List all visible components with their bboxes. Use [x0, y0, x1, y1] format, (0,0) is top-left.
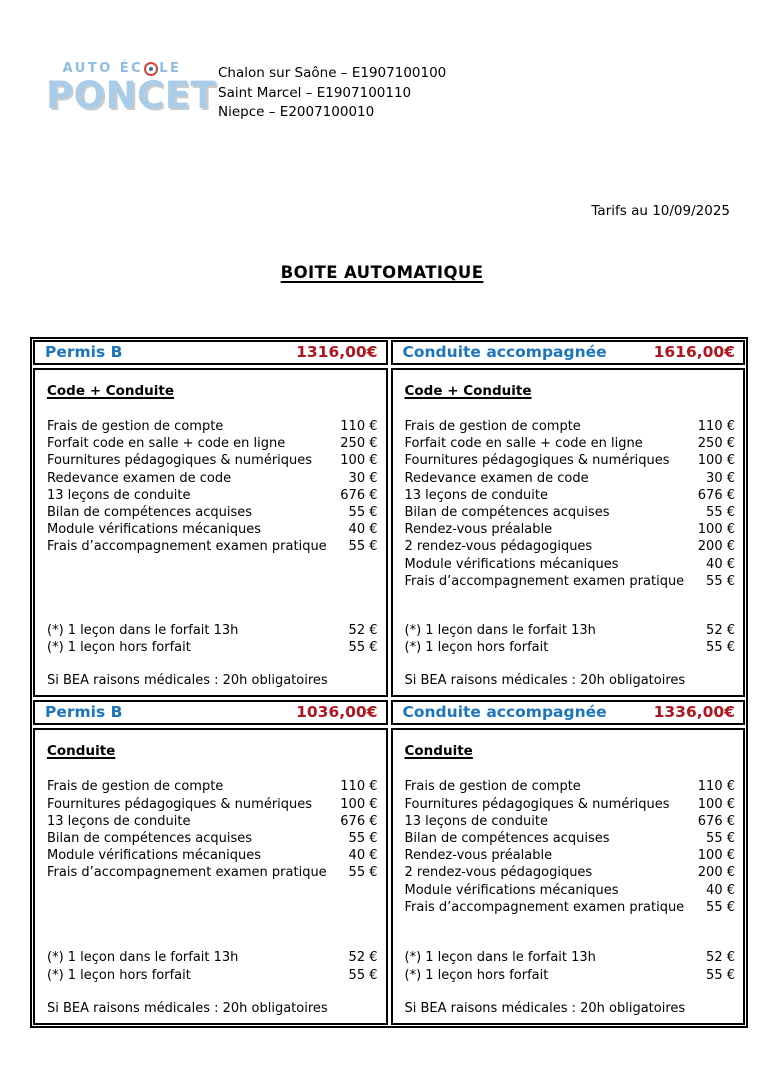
- footnote-line: [405, 949, 736, 966]
- price-line-label: Forfait code en salle + code en ligne: [404, 436, 643, 452]
- price-line-value: 110 €: [697, 779, 735, 795]
- price-line-label: 13 leçons de conduite: [47, 487, 191, 503]
- price-line: [47, 847, 378, 864]
- price-line: [47, 435, 378, 452]
- bea-note: Si BEA raisons médicales : 20h obligatoires: [47, 673, 328, 689]
- plan-header-permis-b-code-conduite: [33, 340, 388, 365]
- price-table: [30, 337, 748, 1028]
- footnote-list: [47, 949, 378, 983]
- plan-name: Conduite accompagnée: [402, 343, 607, 361]
- price-line-list: [47, 778, 378, 949]
- price-line: [405, 882, 736, 899]
- price-line-value: 55 €: [706, 505, 735, 521]
- footnote-value: 52 €: [706, 950, 735, 966]
- footnote-label: (*) 1 leçon hors forfait: [47, 640, 191, 656]
- price-line-value: 100 €: [340, 796, 378, 812]
- price-line: [405, 418, 736, 435]
- price-line-value: 30 €: [348, 470, 378, 486]
- agency-codes: [218, 64, 446, 123]
- plan-subtitle: Conduite: [404, 743, 473, 760]
- price-line-value: 676 €: [340, 813, 378, 829]
- plan-subtitle: Code + Conduite: [404, 383, 532, 399]
- footnote-line: [47, 949, 378, 966]
- plan-total-price: 1316,00€: [296, 343, 378, 361]
- price-line: [405, 778, 736, 795]
- plan-details-conduite-accompagnee-code-conduite: [391, 368, 746, 697]
- price-line-value: 100 €: [697, 848, 735, 864]
- footnote-line: [47, 639, 378, 656]
- price-line: [405, 470, 736, 487]
- price-line: [405, 538, 736, 555]
- price-line-label: Module vérifications mécaniques: [404, 882, 619, 898]
- price-line-value: 100 €: [697, 522, 735, 538]
- price-line: [47, 470, 378, 487]
- bea-note: Si BEA raisons médicales : 20h obligatoires: [47, 1000, 328, 1016]
- footnote-line: [405, 622, 736, 639]
- agency-line: Chalon sur Saône – E1907100100: [218, 65, 447, 81]
- price-line: [405, 864, 736, 881]
- footnote-line: [47, 622, 378, 639]
- price-line: [47, 796, 378, 813]
- price-line-label: Frais de gestion de compte: [404, 779, 581, 795]
- price-line-value: 676 €: [697, 813, 735, 829]
- plan-name: Permis B: [45, 703, 123, 722]
- price-line: [405, 796, 736, 813]
- price-line-label: 2 rendez-vous pédagogiques: [404, 539, 593, 555]
- price-line-label: Module vérifications mécaniques: [47, 522, 262, 538]
- footnote-value: 55 €: [348, 640, 378, 656]
- price-line-value: 30 €: [706, 470, 735, 486]
- price-line-label: Rendez-vous préalable: [404, 522, 553, 538]
- footnote-value: 55 €: [706, 640, 735, 656]
- price-line: [405, 573, 736, 590]
- footnote-value: 52 €: [348, 623, 378, 638]
- plan-details-conduite-accompagnee-conduite: [391, 728, 746, 1024]
- price-line: [47, 538, 378, 555]
- price-line-value: 40 €: [348, 848, 378, 864]
- price-line: [47, 487, 378, 504]
- price-line-label: Bilan de compétences acquises: [47, 505, 253, 521]
- price-line-value: 55 €: [348, 865, 378, 881]
- price-line: [405, 487, 736, 504]
- plan-header-conduite-accompagnee-code-conduite: [391, 340, 746, 365]
- price-line-label: Bilan de compétences acquises: [404, 831, 610, 847]
- footnote-value: 55 €: [706, 967, 735, 983]
- price-line-value: 250 €: [697, 436, 735, 452]
- price-line-label: Frais d’accompagnement examen pratique: [47, 539, 327, 555]
- price-line-value: 40 €: [348, 522, 378, 538]
- price-line-label: 2 rendez-vous pédagogiques: [404, 865, 593, 881]
- footnote-list: [47, 622, 378, 656]
- price-line-value: 100 €: [697, 796, 735, 812]
- price-line-label: Frais d’accompagnement examen pratique: [404, 899, 685, 915]
- price-line: [405, 830, 736, 847]
- plan-header-permis-b-conduite: [33, 700, 388, 725]
- footnote-label: (*) 1 leçon dans le forfait 13h: [404, 950, 596, 966]
- target-o-icon: [144, 62, 158, 76]
- footnote-label: (*) 1 leçon dans le forfait 13h: [47, 623, 239, 638]
- footnote-line: [405, 639, 736, 656]
- plan-total-price: 1336,00€: [653, 703, 735, 722]
- agency-line: Saint Marcel – E1907100110: [218, 84, 412, 101]
- price-line-label: Fournitures pédagogiques & numériques: [404, 796, 670, 812]
- price-line-label: Bilan de compétences acquises: [47, 831, 253, 847]
- price-line-label: Redevance examen de code: [47, 470, 232, 486]
- price-line-value: 55 €: [706, 573, 735, 589]
- price-line-value: 250 €: [340, 436, 378, 452]
- price-line-value: 55 €: [706, 831, 735, 847]
- price-line: [405, 521, 736, 538]
- price-line-label: Frais d’accompagnement examen pratique: [47, 865, 327, 881]
- price-line-value: 200 €: [697, 865, 735, 881]
- footnote-label: (*) 1 leçon hors forfait: [404, 967, 549, 983]
- footnote-list: [405, 622, 736, 656]
- plan-subtitle: Conduite: [47, 743, 116, 760]
- price-line-value: 40 €: [706, 882, 735, 898]
- price-line: [47, 504, 378, 521]
- price-line: [47, 452, 378, 469]
- price-line-value: 110 €: [697, 419, 735, 434]
- price-line-label: Frais de gestion de compte: [47, 779, 224, 795]
- footnote-value: 52 €: [348, 950, 378, 966]
- plan-name: Conduite accompagnée: [402, 703, 607, 722]
- footnote-line: [47, 967, 378, 984]
- price-line-label: 13 leçons de conduite: [404, 813, 548, 829]
- tariff-date: Tarifs au 10/09/2025: [591, 203, 730, 219]
- price-line: [47, 813, 378, 830]
- footnote-label: (*) 1 leçon dans le forfait 13h: [47, 950, 239, 966]
- price-line-list: [405, 418, 736, 622]
- price-line-value: 55 €: [348, 505, 378, 521]
- price-line: [405, 435, 736, 452]
- price-line-value: 55 €: [348, 831, 378, 847]
- price-line-label: Bilan de compétences acquises: [404, 505, 610, 521]
- price-line-value: 676 €: [697, 487, 735, 503]
- plan-total-price: 1036,00€: [296, 703, 378, 722]
- price-line-value: 676 €: [340, 487, 378, 503]
- plan-header-conduite-accompagnee-conduite: [391, 700, 746, 725]
- price-line-label: 13 leçons de conduite: [47, 813, 191, 829]
- school-logo: [46, 60, 217, 117]
- price-line: [47, 864, 378, 881]
- price-line-value: 100 €: [340, 453, 378, 469]
- price-line-list: [405, 778, 736, 949]
- price-line: [405, 556, 736, 573]
- footnote-label: (*) 1 leçon dans le forfait 13h: [404, 623, 596, 638]
- document-title: BOITE AUTOMATIQUE: [280, 263, 484, 282]
- logo-tagline-suffix: LE: [159, 61, 182, 76]
- footnote-value: 52 €: [706, 623, 735, 638]
- price-line-value: 110 €: [340, 779, 378, 795]
- price-line-label: Frais de gestion de compte: [47, 419, 224, 434]
- footnote-line: [405, 967, 736, 984]
- price-line-value: 40 €: [706, 556, 735, 572]
- plan-details-permis-b-conduite: [33, 728, 388, 1024]
- price-line-label: Module vérifications mécaniques: [47, 848, 262, 864]
- price-line-label: 13 leçons de conduite: [404, 487, 548, 503]
- price-line-label: Frais de gestion de compte: [404, 419, 581, 434]
- price-line: [405, 504, 736, 521]
- price-line-label: Forfait code en salle + code en ligne: [47, 436, 286, 452]
- price-line-value: 55 €: [348, 539, 378, 555]
- price-line-label: Fournitures pédagogiques & numériques: [47, 796, 313, 812]
- price-line-label: Frais d’accompagnement examen pratique: [404, 573, 685, 589]
- price-line: [47, 830, 378, 847]
- price-line-label: Redevance examen de code: [404, 470, 589, 486]
- footnote-label: (*) 1 leçon hors forfait: [404, 640, 549, 656]
- agency-line: Niepce – E2007100010: [218, 104, 375, 120]
- plan-details-permis-b-code-conduite: [33, 368, 388, 697]
- price-line-list: [47, 418, 378, 622]
- price-line-value: 55 €: [706, 899, 735, 915]
- price-line: [405, 813, 736, 830]
- price-line: [405, 452, 736, 469]
- price-line: [47, 521, 378, 538]
- footnote-value: 55 €: [348, 967, 378, 983]
- price-line-label: Module vérifications mécaniques: [404, 556, 619, 572]
- price-line-label: Rendez-vous préalable: [404, 848, 553, 864]
- bea-note: Si BEA raisons médicales : 20h obligatoires: [404, 673, 686, 689]
- footnote-list: [405, 949, 736, 983]
- price-line: [47, 778, 378, 795]
- price-line: [405, 899, 736, 916]
- plan-name: Permis B: [45, 343, 123, 361]
- bea-note: Si BEA raisons médicales : 20h obligatoires: [404, 1000, 686, 1016]
- price-line: [47, 418, 378, 435]
- footnote-label: (*) 1 leçon hors forfait: [47, 967, 191, 983]
- logo-school-name: PONCET: [46, 74, 217, 117]
- plan-total-price: 1616,00€: [653, 343, 735, 361]
- price-line-value: 110 €: [340, 419, 378, 434]
- plan-subtitle: Code + Conduite: [47, 383, 175, 399]
- price-line-label: Fournitures pédagogiques & numériques: [47, 453, 313, 469]
- logo-tagline-prefix: AUTO ÉC: [62, 61, 144, 76]
- price-line-value: 100 €: [697, 453, 735, 469]
- price-line-value: 200 €: [697, 539, 735, 555]
- price-line: [405, 847, 736, 864]
- price-line-label: Fournitures pédagogiques & numériques: [404, 453, 670, 469]
